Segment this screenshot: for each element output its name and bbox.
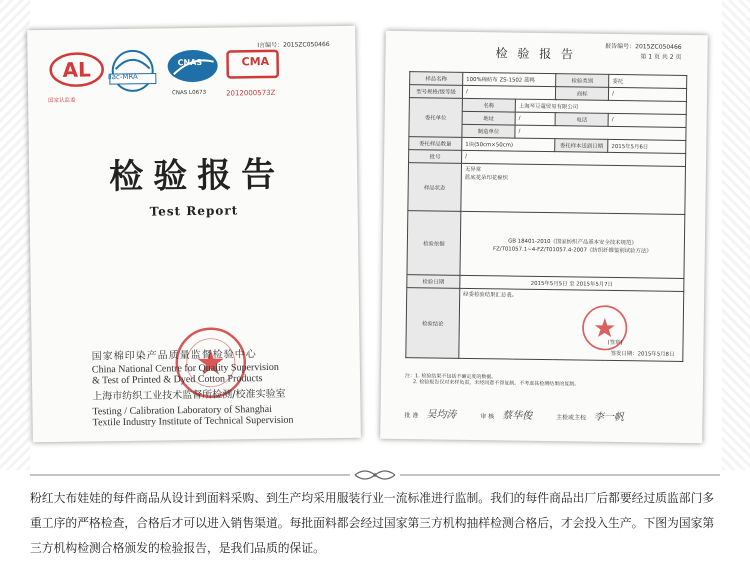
institution-cn-2: 上海市纺织工业技术监督所检测/校准实验室 — [92, 388, 286, 403]
institution-en-1: China National Centre for Quality Supervision — [91, 361, 279, 376]
table-row: 样品状态 无异常 蓝底花朵印花棉织 — [408, 163, 686, 215]
lace-border-right — [722, 0, 750, 470]
page-indicator: 第 1 页 共 2 页 — [640, 53, 682, 61]
ornament-divider — [0, 467, 750, 483]
table-row: 样品名称 100%棉纺布 ZS-1502 蓝鸭 检验类别 委托 — [410, 72, 687, 89]
institution-en-2: & Test of Printed & Dyed Cotton Products — [91, 373, 263, 387]
table-row: 检验依据 GB 18401-2010《国家纺织产品基本安全技术规范》 FZ/T01057.1~4-FZ/T01057.4-2007《纺织纤维鉴别试验方法》 — [407, 211, 685, 279]
cma-caption: CMA — [241, 54, 270, 69]
conclusion-text: 经委检验结果汇总表。 — [463, 291, 518, 299]
table-row: 制造单位 / — [409, 124, 686, 141]
signature-row: 批 准 吴均涛 审 核 蔡华俊 主检或主校 李一帆 — [404, 405, 684, 424]
institution-en-4: Textile Industry Institute of Technical Supervision — [92, 414, 294, 429]
detail-title: 检 验 报 告 — [495, 46, 577, 62]
cal-logo-icon — [47, 49, 106, 92]
report-notes: 注：1. 检验结果不包括不确定度的数据。 2. 检验报告仅对来样负责，未经同意不得复制。不考虑其检测结果的复制。 — [405, 373, 580, 388]
table-row: 委托样品数量 1块(50cm×50cm) 委托样本送到日期 2015年5月6日 — [409, 137, 686, 154]
institution-cn-1: 国家棉印染产品质量监督检验中心 — [91, 349, 257, 363]
institution-en-3: Testing / Calibration Laboratory of Shanghai — [92, 403, 273, 418]
reviewer-signature: 蔡华俊 — [502, 410, 533, 422]
report-detail-page — [380, 31, 708, 443]
approver-signature: 吴均涛 — [426, 409, 457, 421]
quality-statement: 粉红大布娃娃的每件商品从设计到面料采购、到生产均采用服装行业一流标准进行监制。我们的每件商品出厂后都要经过质监部门多重工序的严格检查，合格后才可以进入销售渠道。每批面料都会经过国家第三方机构抽样检测合格后，才会投入生产。下图为国家第三方机构检测合格颁发的检验报告，是我们品质的保证。 — [30, 491, 715, 555]
seal-note: (签章) — [607, 339, 623, 347]
main-inspector-signature: 李一帆 — [593, 411, 625, 424]
table-row: 委托单位 名称 上海琴豆蔻贸易有限公司 — [409, 98, 686, 115]
table-row: 地址 / 电话 / — [409, 111, 686, 128]
issue-date: 签发日期：2015年5月8日 — [610, 350, 675, 358]
cover-title-cn: 检验报告 — [108, 154, 286, 198]
table-row: 检验结论 经委检验结果汇总表。 (签章) 签发日期：2015年5月8日 — [406, 288, 684, 362]
cnas-code: CNAS L0673 — [171, 89, 207, 97]
cover-title-en: Test Report — [149, 203, 239, 219]
certification-logos — [45, 41, 276, 134]
lace-border-left — [0, 0, 30, 470]
cal-caption: 国家认监委 — [48, 97, 76, 105]
table-row: 检验日期 2015年5月5日 至 2015年5月7日 — [407, 275, 684, 292]
detail-report-number: 报告编号：2015ZC050466 — [605, 42, 682, 51]
svg-text:AL: AL — [62, 57, 91, 82]
table-row: 批号 / — [409, 150, 686, 167]
cnas-caption: CNAS — [177, 57, 203, 68]
ilac-caption: ilac-MRA — [107, 72, 138, 82]
cover-report-number: Ⅰ言编号：2015ZC050466 — [257, 41, 330, 50]
cma-code: 2012000573Z — [225, 88, 276, 98]
report-table — [405, 71, 687, 362]
table-row: 型号规格/级等级 / 商标 / — [409, 85, 686, 102]
report-cover-page — [27, 26, 361, 443]
